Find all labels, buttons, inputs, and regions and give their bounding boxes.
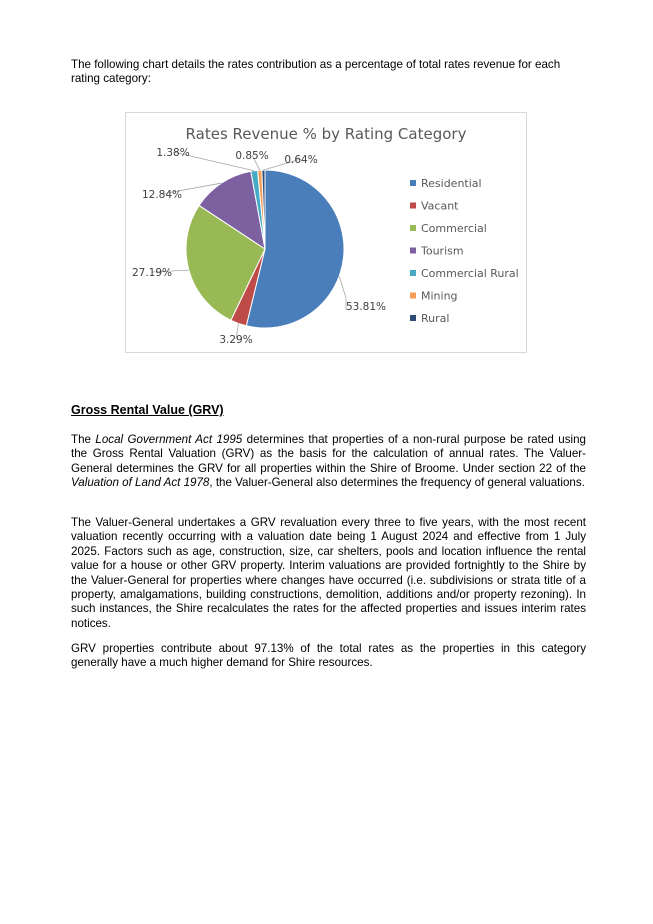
p1-text-c: determines that properties of a non-rural purpose be rated using the Gross Rental Valuation (GRV) as the basis for the calculation of annual rates. The Valuer-General determines the GRV for all properties within the Shire of Broome. Under section 22 of the: [71, 433, 586, 475]
data-label-mining: 0.85%: [235, 150, 269, 162]
legend-label-commercial: Commercial: [421, 222, 487, 235]
chart-title: Rates Revenue % by Rating Category: [185, 125, 467, 143]
data-label-rural: 0.64%: [284, 154, 318, 166]
legend-label-tourism: Tourism: [421, 244, 464, 258]
p1-act-name: Local Government Act 1995: [95, 433, 243, 446]
legend-swatch-residential: [410, 180, 416, 186]
intro-text: The following chart details the rates contribution as a percentage of total rates revenue for each rating category:: [71, 58, 561, 86]
legend-label-commercial-rural: Commercial Rural: [421, 267, 519, 280]
legend-label-mining: Mining: [421, 289, 458, 303]
p1-text-e: , the Valuer-General also determines the frequency of general valuations.: [209, 476, 585, 490]
legend-swatch-vacant: [410, 203, 416, 209]
section-heading: Gross Rental Value (GRV): [71, 403, 224, 417]
legend-swatch-rural: [410, 315, 416, 321]
legend-swatch-tourism: [410, 248, 416, 254]
chart-legend: [410, 177, 519, 325]
data-label-commercial-rural: 1.38%: [156, 147, 190, 159]
p1-act-name-2: Valuation of Land Act 1978: [71, 476, 210, 490]
paragraph-grv-revaluation: The Valuer-General undertakes a GRV revaluation every three to five years, with the most recent valuation recently occurring with a valuation date being 1 August 2024 and effective from 1 July 2025. Factors such as age, construction, size, car shelters, pools and location influence the rental value for a house or other GRV property. Interim valuations are provided fortnightly to the Shire by the Valuer-General for properties where changes have occurred (i.e. subdivisions or strata title of a property, amalgamations, building constructions, demolition, additions and/or property rezoning). In such instances, the Shire recalculates the rates for the affected properties and issues interim rates notices.: [71, 516, 586, 630]
paragraph-grv-contribution: GRV properties contribute about 97.13% of the total rates as the properties in this category generally have a much higher demand for Shire resources.: [71, 642, 586, 670]
data-label-vacant: 3.29%: [219, 334, 253, 346]
data-label-commercial: 27.19%: [131, 267, 173, 279]
pie-chart: [125, 112, 527, 353]
p1-text-a: The: [71, 433, 96, 446]
data-label-residential: 53.81%: [345, 301, 387, 313]
data-label-tourism: 12.84%: [141, 189, 183, 201]
leader-line-residential: [339, 276, 346, 310]
legend-swatch-commercial: [410, 225, 416, 231]
pie-chart-svg: [126, 113, 528, 354]
legend-label-rural: Rural: [421, 312, 450, 325]
legend-label-vacant: Vacant: [421, 199, 459, 213]
legend-swatch-mining: [410, 293, 416, 299]
legend-label-residential: Residential: [421, 177, 482, 190]
paragraph-grv-basis: [71, 433, 586, 491]
legend-swatch-commercial-rural: [410, 270, 416, 276]
pie-slices: [186, 170, 344, 328]
